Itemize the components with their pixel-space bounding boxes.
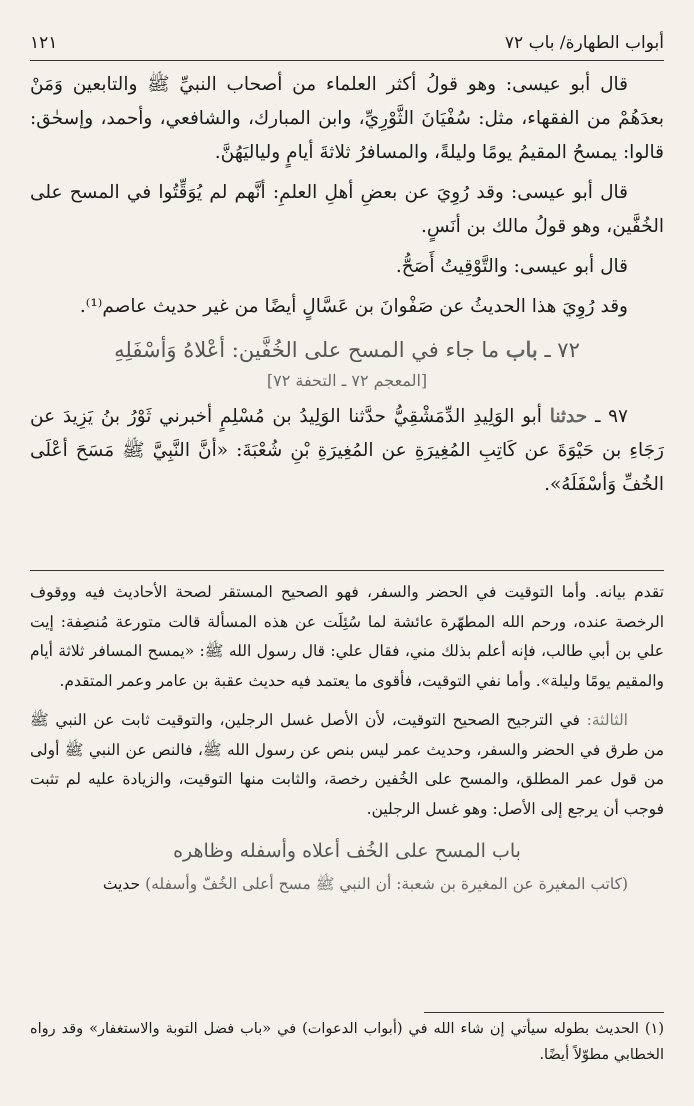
paragraph-safwan-narration: وقد رُوِيَ هذا الحديثُ عن صَفْوانَ بن عَسَّالٍ أيضًا من غير حديث عاصم⁽¹⁾. [79,296,628,317]
commentary-paragraph-third [30,706,664,824]
paragraph-timing-correct: قال أبو عيسى: والتَّوْقِيتُ أَصَحُّ. [395,256,628,277]
chapter-title-text: ما جاء في المسح على الخُفَّين: أعْلاهُ وَأسْفَلِهِ [114,338,500,362]
hadith-keyword: حدثنا [549,406,588,427]
footnotes [30,1016,664,1068]
header-rule [30,60,664,61]
paragraph-scholars-opinion: قال أبو عيسى: وهو قولُ أكثر العلماء من أصحاب النبيِّ ﷺ والتابعين وَمَنْ بعدَهُمْ من الفقهاء، مثل: سُفْيَانَ الثَّوْرِيِّ، وابن المبارك، والشافعي، وأحمد، وإسحٰق: قالوا: يمسحُ المقيمُ يومًا وليلةً، والمسافرُ ثلاثةَ أيامٍ ولياليَهُنَّ. [30,74,664,163]
commentary-paragraph-timing: تقدم بيانه. وأما التوقيت في الحضر والسفر، فهو الصحيح المستقر لصحة الأحاديث فيه ووقوف الرخصة عنده، ورحم الله المطهّرة عائشة لما سُئِلَت عن هذه المسألة قالت متورعة مُنصِفة: إيت علي بن أبي طالب، فإنه أعلم بذلك مني، فقال علي: قال رسول الله ﷺ: «يمسح المسافر ثلاثة أيام والمقيم يومًا وليلة». وأما نفي التوقيت، فأقوى ما يعتمد فيه حديث عقبة بن عامر وعمر المتقدم. [30,583,664,690]
hadith-text: أبو الوَلِيدِ الدِّمَشْقِيُّ حدَّثنا الوَلِيدُ بن مُسْلِمٍ أخبرني ثَوْرُ بنُ يَزِيدَ عن رَجَاءِ بن حَيْوَةَ عن كَاتِبِ المُغِيرَةِ عن المُغِيرَةِ بْنِ شُعْبَةَ: «أنَّ النَّبِيَّ ﷺ مَسَحَ أعْلَى الخُفِّ وَأسْفَلَهُ». [30,406,664,495]
chapter-title [30,332,664,368]
commentary-mughira-text: حديث [102,875,141,893]
commentary-paragraph-mughira [30,870,664,900]
paragraph-no-time-limit: قال أبو عيسى: وقد رُوِيَ عن بعضِ أهلِ العلمِ: أنَّهم لم يُوَقِّتُوا في المسح على الخُفَّين، وهو قولُ مالك بن أنَسٍ. [30,182,664,237]
running-title: أبواب الطهارة/ باب ٧٢ [504,33,664,53]
commentary-rule [30,570,664,571]
chapter-reference: [المعجم ٧٢ ـ التحفة ٧٢] [266,371,428,390]
hadith-number: ٩٧ ـ [594,406,628,427]
commentary-third-text: في الترجيح الصحيح التوقيت، لأن الأصل غسل الرجلين، والتوقيت ثابت عن النبي ﷺ من طرق في الحضر والسفر، وحديث عمر ليس بنص عن رسول الله ﷺ، فالنص عن النبي ﷺ أولى من قول عمر المطلق، والمسح على الخُفين رخصة، والثابت منها التوقيت، والزيادة عليه لم تثبت فوجب أن يرجع إلى الأصل: وهو غسل الرجلين. [30,711,664,818]
hadith-97 [30,400,664,502]
chapter-number: ٧٢ ـ [544,338,580,362]
footnote-rule [424,1012,664,1013]
main-text [30,68,664,508]
commentary-sub-heading: باب المسح على الخُف أعلاه وأسفله وظاهره [173,840,521,862]
commentary [30,578,664,910]
commentary-mughira-quote: (كاتب المغيرة عن المغيرة بن شعبة: أن النبي ﷺ مسح أعلى الخُفّ وأسفله) [145,875,628,893]
chapter-keyword: باب [505,337,538,362]
footnote-1: (١) الحديث بطوله سيأتي إن شاء الله في (أبواب الدعوات) في «باب فضل التوبة والاستغفار» وقد رواه الخطابي مطوّلاً أيضًا. [30,1021,664,1063]
page-header [30,28,664,58]
commentary-third-keyword: الثالثة: [586,711,628,729]
page-number: ١٢١ [30,33,58,53]
